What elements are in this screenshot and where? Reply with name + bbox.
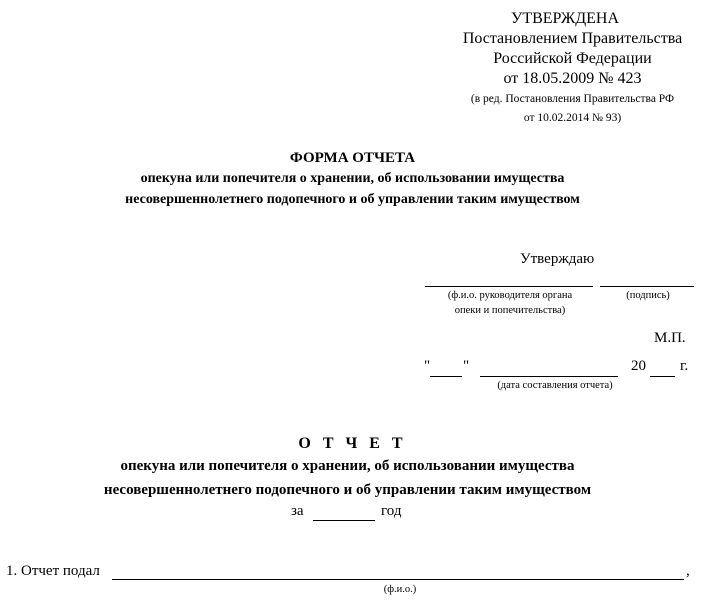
fio-line xyxy=(425,286,593,287)
period-line xyxy=(313,520,375,521)
report-subtitle-2: несовершеннолетнего подопечного и об управлении таким имуществом xyxy=(103,482,592,498)
item-1-caption: (ф.и.о.) xyxy=(383,584,417,595)
approve-label: Утверждаю xyxy=(520,251,595,267)
form-subtitle-1: опекуна или попечителя о хранении, об использовании имущества xyxy=(140,171,565,186)
report-title: О Т Ч Е Т xyxy=(298,435,407,452)
quote-open: " xyxy=(424,358,431,374)
year-prefix: 20 xyxy=(631,358,646,374)
approval-edition-1: (в ред. Постановления Правительства РФ xyxy=(470,93,675,105)
form-subtitle-2: несовершеннолетнего подопечного и об управлении таким имуществом xyxy=(125,192,580,207)
approval-line-1: Постановлением Правительства xyxy=(462,30,683,47)
item-1-line xyxy=(112,579,684,580)
approval-edition-2: от 10.02.2014 № 93) xyxy=(523,112,622,124)
year-line xyxy=(650,376,675,377)
month-line xyxy=(480,376,618,377)
approval-line-3: от 18.05.2009 № 423 xyxy=(503,70,642,87)
day-line xyxy=(430,376,462,377)
report-subtitle-1: опекуна или попечителя о хранении, об использовании имущества xyxy=(120,458,575,474)
fio-caption-2: опеки и попечительства) xyxy=(454,305,566,316)
approval-title: УТВЕРЖДЕНА xyxy=(510,10,619,27)
signature-line xyxy=(600,286,694,287)
quote-close: " xyxy=(463,358,470,374)
year-suffix: г. xyxy=(680,358,689,374)
item-1-label: 1. Отчет подал xyxy=(6,563,100,579)
signature-caption: (подпись) xyxy=(626,290,670,301)
date-caption: (дата составления отчета) xyxy=(497,380,613,391)
approval-line-2: Российской Федерации xyxy=(493,50,652,67)
fio-caption-1: (ф.и.о. руководителя органа xyxy=(447,290,573,301)
seal-mark: М.П. xyxy=(654,330,686,346)
form-title: ФОРМА ОТЧЕТА xyxy=(289,150,416,166)
period-prefix: за xyxy=(291,503,304,519)
item-1-trailing: , xyxy=(686,563,690,579)
period-suffix: год xyxy=(381,503,402,519)
